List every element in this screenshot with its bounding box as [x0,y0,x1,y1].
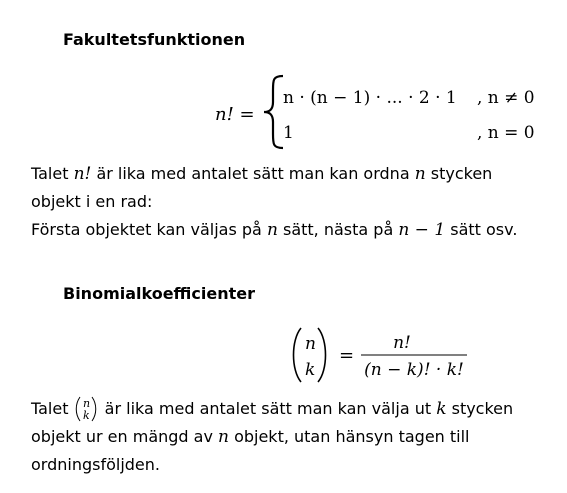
case2-condition: , n = 0 [477,123,535,143]
equals-sign: = [339,345,355,366]
left-brace [264,76,283,148]
text-run: är lika med antalet sätt man kan välja ut [99,399,437,418]
text-run: stycken [446,399,514,418]
math-n: n [414,164,426,184]
section-heading-factorial: Fakultetsfunktionen [63,30,246,49]
text-run: är lika med antalet sätt man kan ordna [91,164,415,183]
case1-condition: , n ≠ 0 [477,88,535,108]
fraction-denominator: (n − k)! · k! [364,360,464,380]
text-run: stycken [425,164,493,183]
case2-expression: 1 [283,123,294,143]
text-run: Första objektet kan väljas på [31,220,267,239]
fraction-numerator: n! [393,333,411,353]
factorial-formula [205,72,550,152]
text-run: sätt, nästa på [277,220,399,239]
right-paren [318,328,326,382]
section-heading-binomial: Binomialkoefficienter [63,284,255,303]
binomial-text-line-1 [31,395,513,423]
binomial-text-line-2 [31,423,513,451]
binomial-formula [285,326,475,386]
text-run: Talet [31,164,74,183]
inline-binom-bottom: k [82,409,90,422]
text-run: sätt osv. [445,220,518,239]
binomial-description [31,395,513,479]
factorial-lhs: n! = [215,104,255,125]
binomial-text-line-3: ordningsföljden. [31,455,160,474]
math-n-factorial: n! [73,164,92,184]
math-k: k [436,399,447,419]
factorial-text-line-2: objekt i en rad: [31,192,153,211]
inline-binomial-n-k [74,396,100,422]
math-n: n [266,220,278,240]
text-run: objekt, utan hänsyn tagen till [228,427,470,446]
case1-expression: n · (n − 1) · ... · 2 · 1 [283,88,457,108]
math-n-minus-1: n − 1 [398,220,446,240]
factorial-text-line-1 [31,160,517,188]
text-run: objekt ur en mängd av [31,427,219,446]
binom-top: n [305,334,316,354]
binom-bottom: k [305,360,316,380]
factorial-text-line-3 [31,216,517,244]
math-n: n [218,427,229,447]
text-run: Talet [31,399,74,418]
factorial-description [31,160,517,244]
inline-binom-top: n [82,397,90,410]
left-paren [294,328,302,382]
